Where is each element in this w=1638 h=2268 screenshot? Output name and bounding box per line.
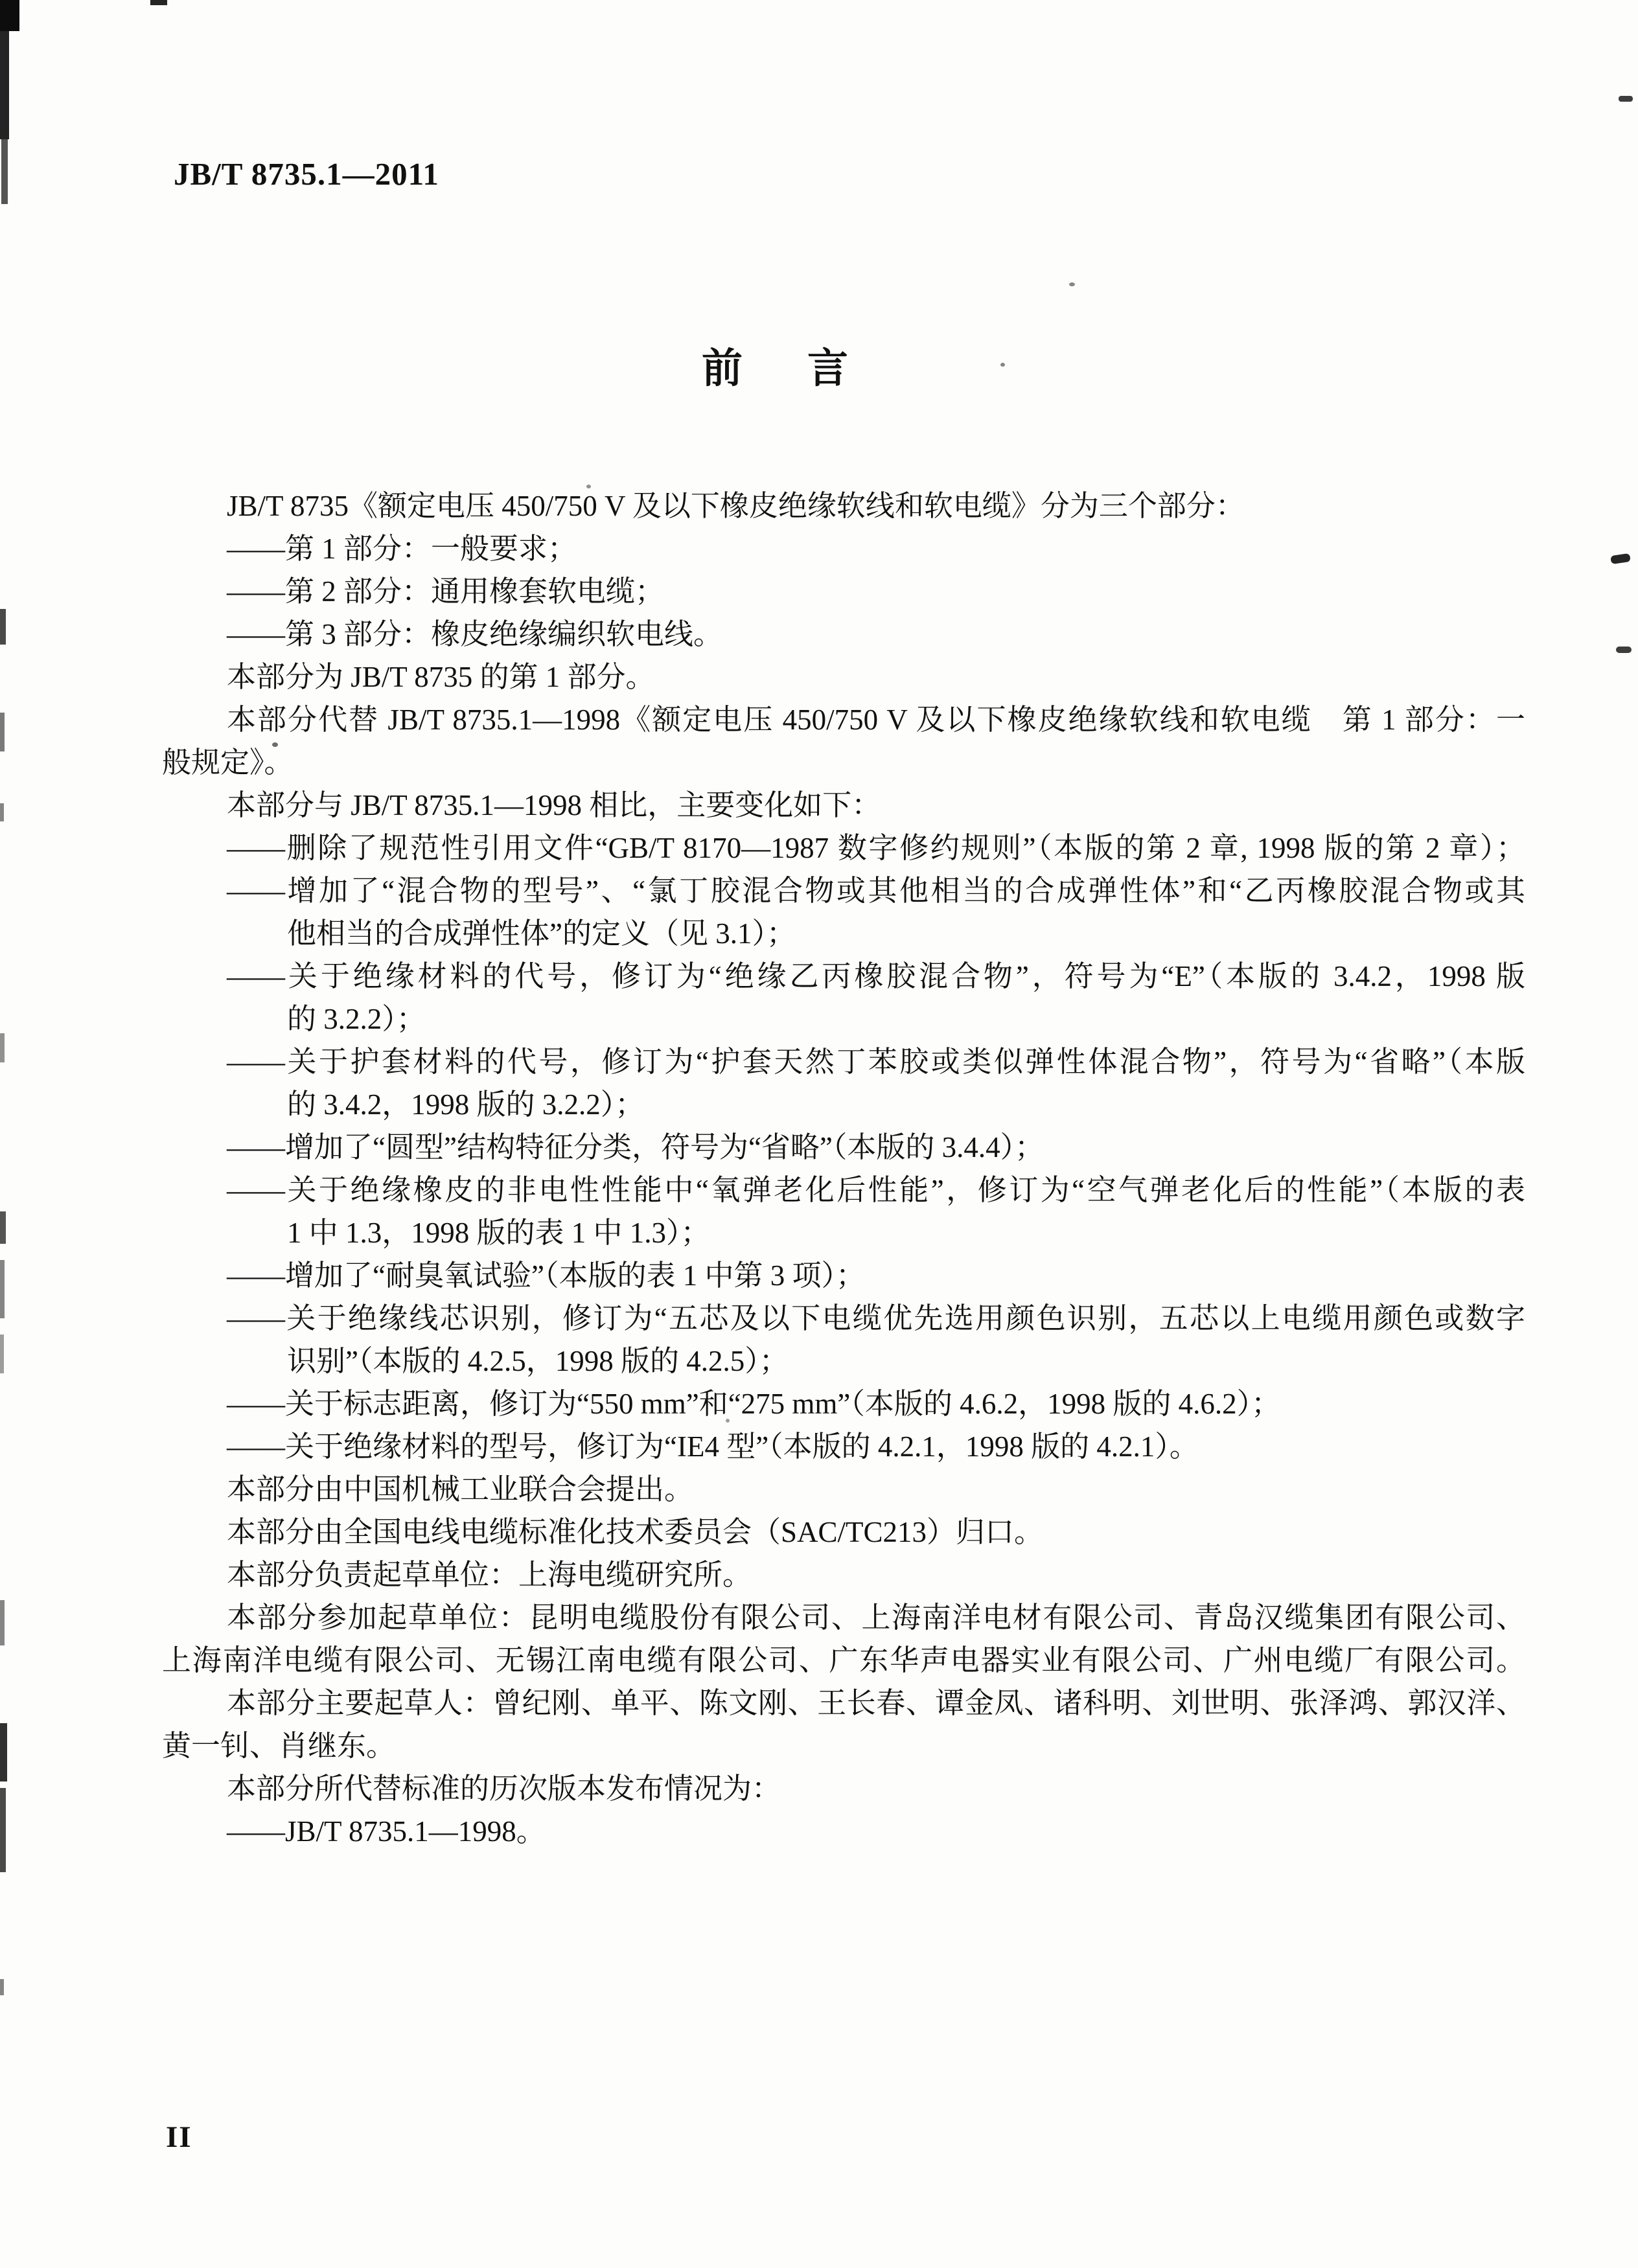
text-line: ——增加了“耐臭氧试验”（本版的表 1 中第 3 项）； (227, 1259, 865, 1292)
text-line: ——删除了规范性引用文件“GB/T 8170—1987 数字修约规则”（本版的第 2 章, 1998 版的第 2 章）； (227, 832, 1525, 864)
text-line: ——关于绝缘材料的代号，修订为“绝缘乙丙橡胶混合物”，符号为“E”（本版的 3.4.2，1998 版 (227, 960, 1525, 992)
scan-artifact (0, 1600, 5, 1645)
foreword-body (162, 485, 1525, 1853)
title-char-qian: 前 (702, 346, 743, 391)
scan-artifact (0, 609, 6, 645)
scan-artifact (0, 0, 9, 139)
scan-artifact (0, 1211, 6, 1244)
standard-code-header: JB/T 8735.1—2011 (174, 156, 439, 192)
ink-speck (1610, 553, 1631, 564)
text-line: ——第 3 部分：橡皮绝缘编织软电线。 (227, 618, 723, 650)
title-char-yan: 言 (807, 346, 848, 391)
scan-artifact (0, 1334, 4, 1373)
text-line: ——关于绝缘材料的型号，修订为“IE4 型”（本版的 4.2.1，1998 版的 4.2.1）。 (227, 1430, 1199, 1463)
scan-artifact (0, 1260, 5, 1318)
text-line: 本部分主要起草人：曾纪刚、单平、陈文刚、王长春、谭金凤、诸科明、刘世明、张泽鸿、郭汉洋、 (227, 1687, 1525, 1719)
text-line: ——关于护套材料的代号，修订为“护套天然丁苯胶或类似弹性体混合物”，符号为“省略”（本版 (227, 1046, 1525, 1078)
text-line: 本部分为 JB/T 8735 的第 1 部分。 (227, 661, 655, 693)
text-line: 1 中 1.3，1998 版的表 1 中 1.3）； (287, 1217, 710, 1249)
text-line: 识别”（本版的 4.2.5，1998 版的 4.2.5）； (287, 1345, 789, 1377)
scan-artifact (0, 1723, 7, 1781)
text-line: 本部分代替 JB/T 8735.1—1998《额定电压 450/750 V 及以下橡皮绝缘软线和软电缆 第 1 部分：一 (227, 704, 1525, 736)
text-line: ——关于绝缘线芯识别，修订为“五芯及以下电缆优先选用颜色识别，五芯以上电缆用颜色或数字 (227, 1302, 1525, 1334)
scan-artifact (1, 139, 8, 204)
text-line: 的 3.4.2，1998 版的 3.2.2）； (287, 1088, 645, 1121)
text-line: ——第 2 部分：通用橡套软电缆； (227, 575, 665, 608)
scan-artifact (150, 0, 167, 5)
text-line: 本部分由中国机械工业联合会提出。 (227, 1473, 694, 1506)
text-line: 本部分参加起草单位：昆明电缆股份有限公司、上海南洋电材有限公司、青岛汉缆集团有限公司、 (227, 1601, 1525, 1634)
text-line: 他相当的合成弹性体”的定义（见 3.1）； (287, 917, 796, 950)
text-line: ——关于绝缘橡皮的非电性性能中“氧弹老化后性能”，修订为“空气弹老化后的性能”（本版的表 (227, 1174, 1525, 1206)
text-line: 般规定》。 (162, 746, 294, 779)
scan-artifact (0, 713, 5, 751)
ink-speck (1616, 647, 1632, 653)
text-line: 本部分所代替标准的历次版本发布情况为： (227, 1772, 781, 1805)
page-title (702, 336, 848, 395)
scan-artifact (0, 1033, 5, 1062)
ink-speck (1069, 282, 1075, 286)
text-line: JB/T 8735《额定电压 450/750 V 及以下橡皮绝缘软线和软电缆》分为三个部分： (227, 490, 1245, 522)
text-line: 上海南洋电缆有限公司、无锡江南电缆有限公司、广东华声电器实业有限公司、广州电缆厂有限公司。 (162, 1644, 1525, 1677)
ink-speck (1619, 96, 1633, 102)
text-line: 本部分由全国电线电缆标准化技术委员会（SAC/TC213）归口。 (227, 1516, 1044, 1548)
text-line: ——增加了“混合物的型号”、“氯丁胶混合物或其他相当的合成弹性体”和“乙丙橡胶混合物或其 (227, 875, 1525, 907)
text-line: ——关于标志距离，修订为“550 mm”和“275 mm”（本版的 4.6.2，1998 版的 4.6.2）； (227, 1388, 1281, 1420)
scan-artifact (0, 1979, 4, 1995)
text-line: ——JB/T 8735.1—1998。 (227, 1815, 546, 1848)
scan-artifact (0, 803, 4, 821)
text-line: ——第 1 部分：一般要求； (227, 533, 577, 565)
text-line: 黄一钊、肖继东。 (162, 1730, 396, 1762)
scan-artifact (0, 1788, 6, 1872)
text-line: 本部分负责起草单位：上海电缆研究所。 (227, 1559, 752, 1591)
ink-speck (1000, 363, 1005, 367)
page-number: II (166, 2120, 192, 2154)
text-line: ——增加了“圆型”结构特征分类，符号为“省略”（本版的 3.4.4）； (227, 1131, 1044, 1163)
text-line: 的 3.2.2）； (287, 1003, 426, 1035)
text-line: 本部分与 JB/T 8735.1—1998 相比，主要变化如下： (227, 789, 881, 821)
